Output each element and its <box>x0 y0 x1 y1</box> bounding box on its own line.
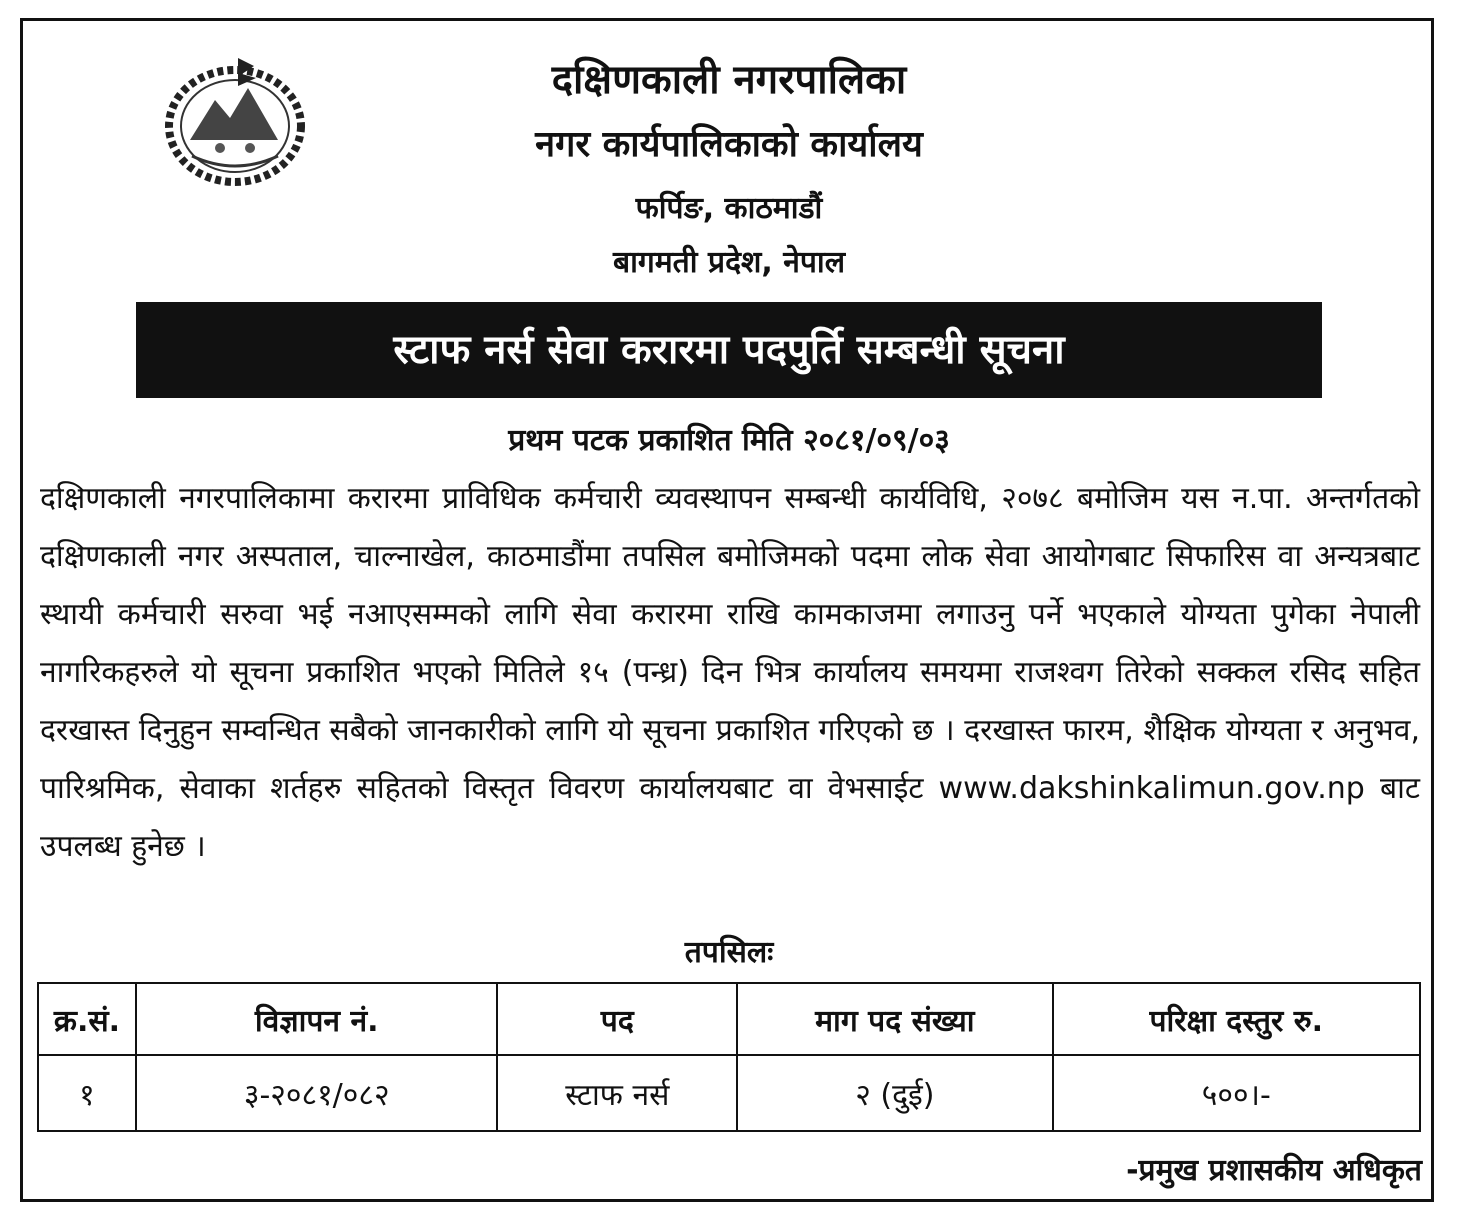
col-post-header: पद <box>497 983 737 1055</box>
table-header-row <box>38 983 1420 1055</box>
col-exam-fee-header: परिक्षा दस्तुर रु. <box>1053 983 1420 1055</box>
table-row <box>38 1055 1420 1131</box>
cell-exam-fee: ५००।- <box>1053 1055 1420 1131</box>
office-location: फर्पिङ, काठमाडौं <box>635 191 823 226</box>
cell-serial: १ <box>38 1055 136 1131</box>
signatory: -प्रमुख प्रशासकीय अधिकृत <box>1126 1153 1422 1188</box>
published-date: प्रथम पटक प्रकाशित मिति २०८१/०९/०३ <box>508 423 950 458</box>
col-advert-no-header: विज्ञापन नं. <box>136 983 498 1055</box>
notice-title: स्टाफ नर्स सेवा करारमा पदपुर्ति सम्बन्धी सूचना <box>136 302 1322 398</box>
vacancy-table <box>37 982 1421 1132</box>
cell-advert-no: ३-२०८१/०८२ <box>136 1055 498 1131</box>
cell-post: स्टाफ नर्स <box>497 1055 737 1131</box>
col-serial-header: क्र.सं. <box>38 983 136 1055</box>
notice-body: दक्षिणकाली नगरपालिकामा करारमा प्राविधिक कर्मचारी व्यवस्थापन सम्बन्धी कार्यविधि, २०७८ बमोजिम यस न.पा. अन्तर्गतको दक्षिणकाली नगर अस्पताल, चाल्नाखेल, काठमाडौंमा तपसिल बमोजिमको पदमा लोक सेवा आयोगबाट सिफारिस वा अन्यत्रबाट स्थायी कर्मचारी सरुवा भई नआएसम्मको लागि सेवा करारमा राखि कामकाजमा लगाउनु पर्ने भएकाले योग्यता पुगेका नेपाली नागरिकहरुले यो सूचना प्रकाशित भएको मितिले १५ (पन्ध्र) दिन भित्र कार्यालय समयमा राजश्वग तिरेको सक्कल रसिद सहित दरखास्त दिनुहुन सम्वन्धित सबैको जानकारीको लागि यो सूचना प्रकाशित गरिएको छ । दरखास्त फारम, शैक्षिक योग्यता र अनुभव, पारिश्रमिक, सेवाका शर्तहरु सहितको विस्तृत विवरण कार्यालयबाट वा वेभसाईट www.dakshinkalimun.gov.np बाट उपलब्ध हुनेछ । <box>40 481 1420 864</box>
municipality-name: दक्षिणकाली नगरपालिका <box>551 57 907 103</box>
col-demand-count-header: माग पद संख्या <box>737 983 1052 1055</box>
details-heading: तपसिलः <box>684 935 774 970</box>
office-name: नगर कार्यपालिकाको कार्यालय <box>535 124 923 165</box>
province-country: बागमती प्रदेश, नेपाल <box>612 245 846 280</box>
cell-demand-count: २ (दुई) <box>737 1055 1052 1131</box>
